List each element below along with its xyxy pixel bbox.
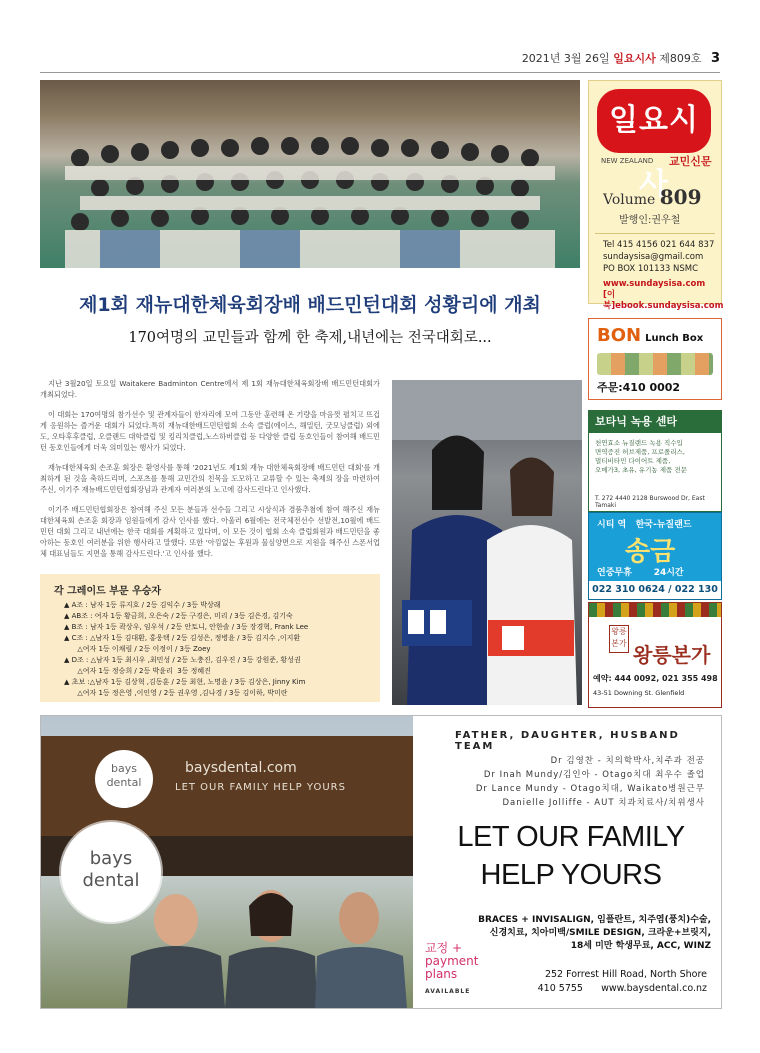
dental-slogan xyxy=(423,818,719,894)
article-paragraph: 이기주 배드민턴협회장은 참여해 주신 모든 분들과 선수들 그리고 시상식과 경품추첨에 참여 해주신 재뉴대한체육회 손조훈 회장과 임원들에게 감사 인사를 했다. 아울러 6월에는 전국체전선수 선발전,10월에 배드민턴 대회 그리고 내년에는 한국 대회를 계획하고 있다며, 이 모든 것이 협회 소속 클럽회원과 배드민턴을 좋아하는 동호인 여러분을 위한 행사라고 말했다. 또한 '아낌없는 후원과 물심양면으로 지원을 해주신 스폰서업체 대표님들도 지면을 통해 감사드린다.'고 인사를 했다. xyxy=(40,505,380,558)
volume xyxy=(603,185,702,209)
contact-po-box: PO BOX 101133 NSMC xyxy=(603,264,699,274)
dental-service-line: 신경치료, 치아미백/SMILE DESIGN, 크라운+브릿지, xyxy=(489,928,711,938)
dental-address: 252 Forrest Hill Road, North Shore xyxy=(544,969,707,980)
issue-date: 2021년 3월 26일 xyxy=(521,52,610,65)
header-divider xyxy=(40,72,720,73)
results-title: 각 그레이드 부문 우승자 xyxy=(54,586,162,597)
page-header xyxy=(40,50,720,68)
article-body xyxy=(40,378,380,568)
article-subheadline: 170여명의 교민들과 함께 한 축제,내년에는 전국대회로... xyxy=(128,330,492,346)
volume-number: 809 xyxy=(659,185,702,209)
bon-phone: 주문:410 0002 xyxy=(597,381,681,394)
botanic-body xyxy=(595,439,687,475)
bon-subtitle: Lunch Box xyxy=(645,333,704,344)
botanic-line: 면역증진 허브제품, 프로폴리스, xyxy=(595,448,685,456)
dental-sign-url: baysdental.com xyxy=(185,760,297,776)
dental-staff-item: Dr Inah Mundy/김인아 - Otago치대 최우수 졸업 xyxy=(483,770,705,780)
remit-top: 시티 역 한국-뉴질랜드 xyxy=(597,520,692,530)
wang-pattern-band xyxy=(589,603,721,617)
ebook-link[interactable]: [이북]ebook.sundaysisa.com xyxy=(603,290,724,311)
remittance-ad[interactable] xyxy=(588,512,722,600)
dental-slogan-line: LET OUR FAMILY xyxy=(457,821,685,853)
remit-hours: 연중무휴 24시간 xyxy=(597,568,684,578)
bays-dental-ad[interactable] xyxy=(40,715,722,1009)
results-line: △여자 1등 정은영 ,이인영 / 2등 권우영 ,김나경 / 3등 김이하, 박미란 xyxy=(64,689,288,697)
web-block xyxy=(603,279,724,312)
results-list xyxy=(64,600,308,699)
logo-sub-en: NEW ZEALAND xyxy=(601,157,654,165)
wang-address: 43-51 Downing St. Glenfield xyxy=(593,689,685,697)
dental-service-line: BRACES + INVISALIGN, 임플란트, 치주염(풍치)수술, xyxy=(478,915,711,925)
results-line: ▲ A조 : 남자 1등 류지호 / 2등 김익수 / 3등 박상래 xyxy=(64,601,221,609)
contact-email: sundaysisa@gmail.com xyxy=(603,252,704,262)
remit-phones: 022 310 0624 / 022 130 xyxy=(589,581,721,599)
dental-sign-logo: bays dental xyxy=(95,750,153,808)
botanic-ad[interactable] xyxy=(588,410,722,512)
wang-seal: 왕릉 본가 xyxy=(609,625,629,653)
masthead xyxy=(588,80,724,311)
article-paragraph: 이 대회는 170여명의 참가선수 및 관계자들이 한자리에 모여 그동안 훈련해 온 기량을 마음껏 펼치고 뜨겁게 응원하는 즐거운 대회가 되었다.특히 재뉴대한배드민턴협회 소속 클럽(에이스, 해밀턴, 굿모닝클럽) 외에도, 오타후후클럽, 오클랜드 대학클럽 및 킹리치클럽,노스하버클럽 등 다양한 클럽 동호인들이 참여해 배드민턴 동호인들에게 더욱 의미있는 행사가 되었다. xyxy=(40,410,380,452)
wangneung-ad[interactable] xyxy=(588,602,722,708)
lunchbox-image xyxy=(597,353,713,375)
dental-staff-item: Dr 김영찬 - 치의학박사,치주과 전공 xyxy=(550,756,705,766)
dental-phone: 410 5755 xyxy=(537,983,583,994)
dental-address-block xyxy=(511,968,707,996)
logo-sub-ko: 교민신문 xyxy=(669,155,712,168)
dental-website[interactable]: www.baysdental.co.nz xyxy=(601,983,707,994)
dental-services xyxy=(445,914,711,953)
results-line: ▲ AB조 : 여자 1등 황금희, 오은숙 / 2등 구경은, 미리 / 3등 김은경, 김기숙 xyxy=(64,612,293,620)
dental-staff-item: Danielle Jolliffe - AUT 치과치료사/치위생사 xyxy=(502,798,705,808)
botanic-address: T. 272 4440 2128 Burswood Dr, East Tamaki xyxy=(595,495,705,509)
bon-title xyxy=(597,325,703,346)
website-link[interactable]: www.sundaysisa.com xyxy=(603,279,706,289)
results-line: △여자 1등 정승희 / 2등 박윤리 3등 정혜진 xyxy=(64,667,211,675)
botanic-line: 천연효소 뉴질랜드 녹용 직수입 xyxy=(595,439,683,447)
dental-photo xyxy=(41,716,413,1008)
volume-label: Volume xyxy=(603,192,656,208)
botanic-title: 보타닉 녹용 센타 xyxy=(589,411,721,433)
dental-service-line: 18세 미만 학생무료, ACC, WINZ xyxy=(570,941,711,951)
bon-lunchbox-ad[interactable] xyxy=(588,318,722,400)
bon-brand: BON xyxy=(597,325,642,346)
publisher: 발행인:권우철 xyxy=(619,215,681,226)
winners-photo-art xyxy=(392,380,582,705)
wang-phone: 예약: 444 0092, 021 355 498 xyxy=(593,674,718,683)
dental-slogan-line: HELP YOURS xyxy=(480,859,662,891)
botanic-line: 멀티비타민 다이어트 제품, xyxy=(595,457,671,465)
dental-sign-slogan: LET OUR FAMILY HELP YOURS xyxy=(175,782,346,793)
issue-number: 제809호 xyxy=(659,52,702,65)
contact-block xyxy=(603,239,714,275)
wang-name: 왕릉본가 xyxy=(633,643,711,667)
article-paragraph: 재뉴대한체육회 손조훈 회장은 환영사를 통해 '2021년도 제1회 재뉴 대한체육회장배 배드민턴 대회'를 개최하게 된 것을 축하드리며, 스포츠를 통해 교민간의 친목을 도모하고 교류할 수 있는 축제의 장을 마련하여 주신, 이기주 재뉴배드민턴협회장님과 관계자 여러분의 노고에 감사드린다고 인사했다. xyxy=(40,463,380,494)
results-line: ▲ 초보 :△남자 1등 김상혁 ,김동훈 / 2등 최현, 노명윤 / 3등 김상은, Jinny Kim xyxy=(64,678,306,686)
results-box xyxy=(40,574,380,702)
results-line: ▲ D조 : △남자 1등 최시우 ,최민성 / 2등 노충진, 김우진 / 3등 강원준, 황성권 xyxy=(64,656,301,664)
group-photo-people xyxy=(40,118,580,268)
payment-en: plans xyxy=(425,967,458,981)
results-line: △여자 1등 이채림 / 2등 이정이 / 3등 Zoey xyxy=(64,645,211,653)
article-paragraph: 지난 3월20일 토요일 Waitakere Badminton Centre에서 제 1회 재뉴대한체육회장배 배드민턴대회가 개최되었다. xyxy=(40,379,380,399)
paper-name: 일요시사 xyxy=(613,52,656,65)
results-line: ▲ C조 : △남자 1등 김대환, 홍웅택 / 2등 김성은, 정병윤 / 3등 김지수 ,이지환 xyxy=(64,634,301,642)
dental-staff-item: Dr Lance Mundy - Otago치대, Waikato병원근무 xyxy=(475,784,705,794)
dental-contact xyxy=(511,982,707,996)
dental-staff-list xyxy=(425,754,705,810)
dentists-photo xyxy=(121,886,411,1008)
dental-logo: bays dental xyxy=(61,822,161,922)
remit-title: 송금 xyxy=(625,537,676,567)
botanic-line: 오메가3, 초유, 유기농 제품 전문 xyxy=(595,466,687,474)
dental-payment-plans xyxy=(425,942,478,998)
payment-en: payment xyxy=(425,954,479,968)
payment-ko: 교정 + xyxy=(425,941,463,955)
group-photo xyxy=(40,80,580,268)
page-number: 3 xyxy=(710,51,720,66)
winners-photo xyxy=(392,380,582,705)
article-headline: 제1회 재뉴대한체육회장배 배드민턴대회 성황리에 개최 xyxy=(79,294,541,316)
contact-tel: Tel 415 4156 021 644 837 xyxy=(603,240,715,250)
payment-available: AVAILABLE xyxy=(425,988,471,995)
masthead-divider xyxy=(595,233,715,234)
paper-logo: 일요시사 xyxy=(597,89,711,153)
results-line: ▲ B조 : 남자 1등 곽상우, 임우석 / 2등 안토니, 안한솔 / 3등 장경혁, Frank Lee xyxy=(64,623,309,631)
dental-team-title: FATHER, DAUGHTER, HUSBAND TEAM xyxy=(455,730,680,752)
